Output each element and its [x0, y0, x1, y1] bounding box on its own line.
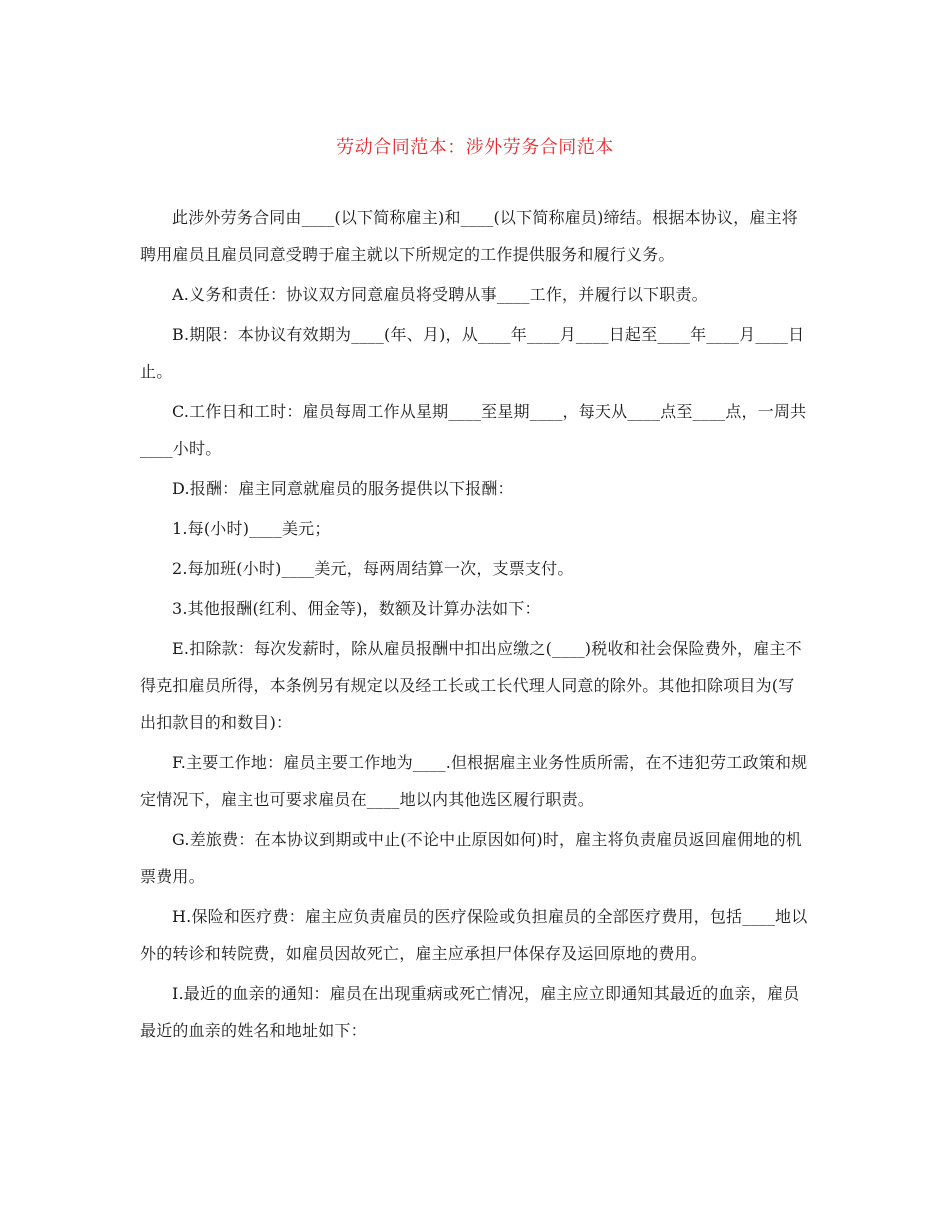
- paragraph-next-of-kin: I.最近的血亲的通知：雇员在出现重病或死亡情况，雇主应立即通知其最近的血亲，雇员最近的血亲的姓名和地址如下：: [140, 984, 800, 1040]
- paragraph-compensation-item-2: 2.每加班(小时)____美元，每两周结算一次，支票支付。: [172, 559, 574, 578]
- paragraph-insurance-medical: H.保险和医疗费：雇主应负责雇员的医疗保险或负担雇员的全部医疗费用，包括____地以外的转诊和转院费，如雇员因故死亡，雇主应承担尸体保存及运回原地的费用。: [140, 907, 808, 963]
- paragraph-term: B.期限：本协议有效期为____(年、月)，从____年____月____日起至____年____月____日止。: [140, 325, 805, 381]
- paragraph-intro: 此涉外劳务合同由____(以下简称雇主)和____(以下简称雇员)缔结。根据本协议，雇主将聘用雇员且雇员同意受聘于雇主就以下所规定的工作提供服务和履行义务。: [140, 208, 798, 264]
- paragraph-working-hours: C.工作日和工时：雇员每周工作从星期____至星期____，每天从____点至____点，一周共____小时。: [140, 402, 807, 458]
- paragraph-work-location: F.主要工作地：雇员主要工作地为____.但根据雇主业务性质所需，在不违犯劳工政策和规定情况下，雇主也可要求雇员在____地以内其他选区履行职责。: [140, 753, 808, 809]
- paragraph-compensation-item-3: 3.其他报酬(红利、佣金等)，数额及计算办法如下：: [172, 599, 541, 618]
- paragraph-compensation-item-1: 1.每(小时)____美元；: [172, 519, 331, 538]
- document-title: 劳动合同范本：涉外劳务合同范本: [336, 137, 614, 158]
- paragraph-compensation: D.报酬：雇主同意就雇员的服务提供以下报酬：: [172, 479, 514, 498]
- paragraph-duties: A.义务和责任：协议双方同意雇员将受聘从事____工作，并履行以下职责。: [172, 285, 708, 304]
- paragraph-travel-expenses: G.差旅费：在本协议到期或中止(不论中止原因如何)时，雇主将负责雇员返回雇佣地的机票费用。: [140, 830, 802, 886]
- paragraph-deductions: E.扣除款：每次发薪时，除从雇员报酬中扣出应缴之(____)税收和社会保险费外，雇主不得克扣雇员所得，本条例另有规定以及经工长或工长代理人同意的除外。其他扣除项目为(写出扣款目的和数目)：: [140, 639, 802, 732]
- document-body: [140, 199, 810, 1052]
